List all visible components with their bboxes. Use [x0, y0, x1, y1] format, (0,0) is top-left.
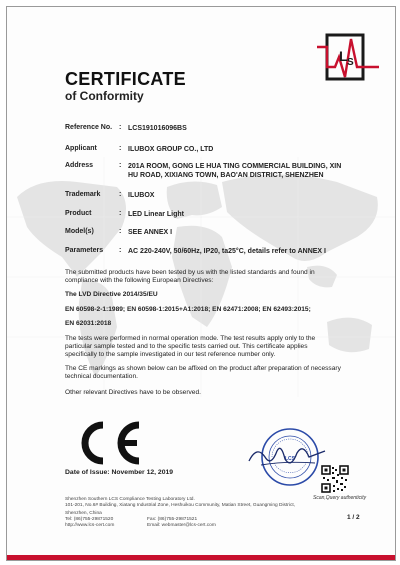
svg-text:LCS: LCS	[285, 456, 295, 462]
field-value-address: 201A ROOM, GONG LE HUA TING COMMERCIAL BUILDING, XIN HU ROAD, XIXIANG TOWN, BAO'AN DISTRICT, SHENZHEN	[128, 163, 342, 179]
footer-city: Shenzhen, China	[65, 511, 102, 516]
standards-line-1: EN 60598-2-1:1989; EN 60598-1:2015+A1:2018; EN 62471:2008; EN 62493:2015;	[65, 306, 311, 313]
field-value-applicant: ILUBOX GROUP CO., LTD	[128, 146, 214, 153]
footer-fax: Fax: (86)755-29871521	[147, 517, 198, 522]
certificate-title: CERTIFICATE	[65, 69, 186, 89]
field-label-applicant: Applicant	[65, 145, 97, 152]
field-label-models: Model(s)	[65, 228, 94, 235]
field-value-product: LED Linear Light	[128, 211, 184, 218]
tests-paragraph: The tests were performed in normal operation mode. The test results apply only to the particular sample tested and to the specific tests carried out. This certificate applies specifically to the sample investigated in our test reference number only.	[65, 335, 316, 358]
scan-query-label: Scan,Query authenticity	[313, 495, 367, 501]
other-directives-paragraph: Other relevant Directives have to be observed.	[65, 389, 201, 396]
lcs-logo	[317, 27, 379, 87]
field-value-reference: LCS191016096BS	[128, 125, 187, 132]
field-colon: :	[119, 124, 122, 131]
field-colon: :	[119, 191, 122, 198]
field-colon: :	[119, 162, 122, 169]
field-label-trademark: Trademark	[65, 191, 101, 198]
field-label-product: Product	[65, 210, 92, 217]
standards-line-2: EN 62031:2018	[65, 320, 112, 327]
field-value-models: SEE ANNEX I	[128, 229, 173, 236]
footer-tel: Tel: (86)755-29871520	[65, 517, 114, 522]
footer-email[interactable]: Email: webmaster@lcs-cert.com	[147, 523, 216, 528]
field-colon: :	[119, 247, 122, 254]
footer-lab-name: Shenzhen Southern LCS Compliance Testing Laboratory Ltd.	[65, 497, 195, 502]
ce-mark	[73, 419, 147, 467]
field-colon: :	[119, 210, 122, 217]
footer-web[interactable]: http://www.lcs-cert.com	[65, 523, 115, 528]
signature	[245, 439, 329, 471]
brand-red-bar	[7, 555, 395, 560]
field-colon: :	[119, 145, 122, 152]
ce-note-paragraph: The CE markings as shown below can be affixed on the product after preparation of necessary technical documentation.	[65, 365, 341, 380]
footer-address: 101-201, No.6# Building, Xiatang Industrial Zone, Heshuikou Community, Matian Street, Guangming District,	[65, 503, 296, 508]
date-of-issue: Date of Issue: November 12, 2019	[65, 469, 174, 476]
certificate-page	[6, 6, 396, 561]
directive-heading: The LVD Directive 2014/35/EU	[65, 291, 158, 298]
field-value-parameters: AC 220-240V, 50/60Hz, IP20, ta25°C, details refer to ANNEX I	[128, 248, 326, 255]
page-number: 1 / 2	[347, 514, 360, 521]
intro-paragraph: The submitted products have been tested by us with the listed standards and found in compliance with the following European Directives:	[65, 269, 315, 284]
svg-text:L: L	[339, 48, 348, 64]
field-colon: :	[119, 228, 122, 235]
field-label-address: Address	[65, 162, 94, 169]
qr-code[interactable]	[321, 465, 349, 493]
field-value-trademark: ILUBOX	[128, 192, 155, 199]
svg-text:S: S	[347, 57, 354, 68]
field-label-reference: Reference No.	[65, 124, 113, 131]
certificate-subtitle: of Conformity	[65, 89, 144, 103]
field-label-parameters: Parameters	[65, 247, 104, 254]
